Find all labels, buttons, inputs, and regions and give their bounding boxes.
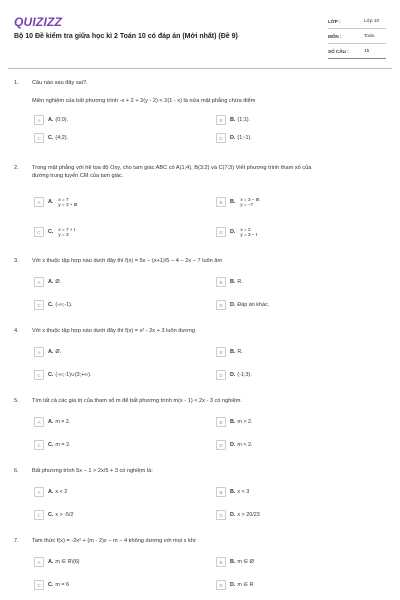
answer-option-d[interactable] (216, 509, 260, 521)
answer-option-b[interactable] (216, 486, 249, 498)
option-checkbox[interactable]: C (34, 510, 44, 520)
option-checkbox[interactable]: C (34, 133, 44, 143)
option-checkbox[interactable]: B (216, 487, 226, 497)
option-text: m ∈ R\{6} (55, 559, 80, 565)
option-checkbox[interactable]: B (216, 197, 226, 207)
answer-option-c[interactable] (34, 579, 69, 591)
answer-option-d[interactable] (216, 369, 252, 381)
option-checkbox[interactable]: D (216, 133, 226, 143)
meta-table (328, 14, 386, 59)
option-text: (-1;3). (237, 372, 252, 378)
meta-label: LỚP : (328, 18, 341, 24)
option-letter: A. (48, 117, 54, 123)
answer-option-c[interactable] (34, 509, 74, 521)
answer-option-d[interactable] (216, 439, 253, 451)
worksheet-header (14, 10, 386, 56)
option-letter: B. (230, 279, 236, 285)
answer-option-d[interactable] (216, 299, 269, 311)
question-text: đường trung tuyến CM của tam giác. (32, 173, 124, 179)
answer-option-b[interactable] (216, 556, 254, 568)
option-letter: A. (48, 349, 54, 355)
option-checkbox[interactable]: A (34, 115, 44, 125)
answer-option-a[interactable] (34, 276, 61, 288)
question-text: Với x thuộc tập hợp nào dưới đây thì f(x) = x² - 2x + 3 luôn dương (32, 328, 196, 334)
answer-option-c[interactable] (34, 439, 71, 451)
question-number: 6. (14, 468, 19, 474)
answer-option-d[interactable] (216, 579, 253, 591)
answer-option-c[interactable] (34, 132, 68, 144)
question-text: Bất phương trình 5x − 1 > 2x/5 + 3 có nghiệm là: (32, 468, 153, 474)
option-checkbox[interactable]: D (216, 440, 226, 450)
answer-option-b[interactable] (216, 416, 253, 428)
option-checkbox[interactable]: B (216, 557, 226, 567)
option-checkbox[interactable]: A (34, 347, 44, 357)
answer-option-b[interactable] (216, 114, 250, 126)
option-letter: B. (230, 559, 236, 565)
option-text: (4;2). (55, 135, 68, 141)
option-text: Ø. (55, 279, 62, 285)
option-checkbox[interactable]: A (34, 197, 44, 207)
option-checkbox[interactable]: D (216, 370, 226, 380)
answer-option-a[interactable] (34, 196, 78, 208)
option-text: R. (237, 279, 243, 285)
option-letter: D. (230, 372, 236, 378)
option-text: x > 20/23 (237, 512, 260, 518)
option-checkbox[interactable]: D (216, 510, 226, 520)
answer-option-a[interactable] (34, 346, 61, 358)
answer-option-b[interactable] (216, 346, 243, 358)
question-number: 5. (14, 398, 19, 404)
option-text: (-∞;-1)∪(3;+∞). (55, 372, 92, 378)
answer-option-a[interactable] (34, 556, 80, 568)
question-number: 7. (14, 538, 19, 544)
option-text: R. (237, 349, 243, 355)
answer-option-c[interactable] (34, 226, 75, 238)
question-text: Tam thức f(x) = -2x² + (m - 2)x − m − 4 không dương với mọi x khi: (32, 538, 197, 544)
option-checkbox[interactable]: B (216, 277, 226, 287)
option-checkbox[interactable]: C (34, 580, 44, 590)
answer-option-a[interactable] (34, 486, 67, 498)
option-letter: C. (48, 372, 54, 378)
answer-option-b[interactable] (216, 196, 260, 208)
equation-system (240, 227, 257, 238)
option-checkbox[interactable]: D (216, 227, 226, 237)
option-letter: B. (230, 419, 236, 425)
equation-system (58, 227, 75, 238)
answer-option-a[interactable] (34, 416, 70, 428)
option-text: x > -5/2 (55, 512, 74, 518)
meta-row-class (328, 14, 386, 29)
equation-line: x = 3 − 5t (240, 196, 260, 202)
question-text: Miền nghiệm của bất phương trình -x + 2 + 2(y - 2) < 2(1 - x) là nửa mặt phẳng chứa điểm (32, 98, 256, 104)
option-letter: B. (230, 199, 236, 205)
option-checkbox[interactable]: A (34, 277, 44, 287)
option-text: x < 3 (237, 489, 250, 495)
option-checkbox[interactable]: C (34, 440, 44, 450)
question-number: 4. (14, 328, 19, 334)
option-letter: A. (48, 559, 54, 565)
meta-value: Toán (364, 33, 375, 39)
option-letter: D. (230, 302, 236, 308)
meta-value: 15 (364, 48, 370, 54)
answer-option-b[interactable] (216, 276, 243, 288)
option-text: Đáp án khác. (237, 302, 270, 308)
answer-option-d[interactable] (216, 132, 252, 144)
option-checkbox[interactable]: D (216, 580, 226, 590)
answer-option-a[interactable] (34, 114, 68, 126)
option-text: (-∞;-1). (55, 302, 73, 308)
option-text: m < 2. (237, 442, 253, 448)
option-letter: C. (48, 512, 54, 518)
option-checkbox[interactable]: C (34, 370, 44, 380)
answer-option-d[interactable] (216, 226, 257, 238)
question-text: Câu nào sau đây sai?. (32, 80, 88, 86)
document-title: Bộ 10 Đề kiểm tra giữa học kì 2 Toán 10 có đáp án (Mới nhất) (Đề 9) (14, 33, 238, 40)
option-letter: C. (48, 582, 54, 588)
option-letter: D. (230, 582, 236, 588)
equation-line: x = 2 (240, 226, 251, 232)
option-letter: D. (230, 442, 236, 448)
option-letter: D. (230, 229, 236, 235)
meta-row-subject (328, 29, 386, 44)
meta-value: Lớp 10 (364, 18, 380, 24)
equation-system (58, 197, 77, 208)
equation-line: y = 3 + 5t (58, 202, 78, 207)
option-letter: C. (48, 135, 54, 141)
header-divider (8, 68, 392, 69)
question-number: 2. (14, 165, 19, 171)
equation-line: x = 7 + t (58, 226, 76, 232)
equation-line: y = 3 − t (240, 232, 258, 237)
option-text: m ∈ Ø (237, 559, 254, 565)
question-number: 3. (14, 258, 19, 264)
answer-option-c[interactable] (34, 369, 91, 381)
option-letter: D. (230, 512, 236, 518)
option-text: x < 2 (55, 489, 68, 495)
option-text: (1;-1). (237, 135, 252, 141)
option-letter: B. (230, 349, 236, 355)
question-text: Tìm tất cả các giá trị của tham số m để bất phương trình m(x - 1) < 2x - 3 có nghiệm. (32, 398, 242, 404)
option-checkbox[interactable]: C (34, 300, 44, 310)
option-text: m ∈ R (237, 582, 254, 588)
option-checkbox[interactable]: B (216, 417, 226, 427)
option-letter: C. (48, 442, 54, 448)
option-checkbox[interactable]: A (34, 557, 44, 567)
option-letter: A. (48, 489, 54, 495)
meta-row-count (328, 44, 386, 59)
option-text: Ø. (55, 349, 62, 355)
option-checkbox[interactable]: D (216, 300, 226, 310)
question-number: 1. (14, 80, 19, 86)
option-text: m > 2. (237, 419, 253, 425)
option-letter: A. (48, 199, 54, 205)
meta-label: SỐ CÂU : (328, 48, 349, 54)
option-checkbox[interactable]: A (34, 417, 44, 427)
option-text: (0;0). (55, 117, 68, 123)
option-letter: A. (48, 419, 54, 425)
option-letter: B. (230, 117, 236, 123)
option-text: m ≠ 2. (55, 419, 71, 425)
question-text: Với x thuộc tập hợp nào dưới đây thì f(x) = 5x − (x+1)/5 − 4 − 2x − 7 luôn âm (32, 258, 223, 264)
option-letter: B. (230, 489, 236, 495)
meta-label: MÔN : (328, 33, 342, 39)
quizizz-logo: QUIZIZZ (14, 15, 63, 29)
answer-option-c[interactable] (34, 299, 72, 311)
option-text: (1;1). (237, 117, 250, 123)
question-text: Trong mặt phẳng với hệ tọa độ Oxy, cho tam giác ABC có A(1;4), B(3;2) và C(7;3) Viết phương trình tham số của (32, 165, 312, 171)
option-checkbox[interactable]: B (216, 347, 226, 357)
option-letter: C. (48, 229, 54, 235)
option-letter: C. (48, 302, 54, 308)
option-letter: A. (48, 279, 54, 285)
option-checkbox[interactable]: A (34, 487, 44, 497)
equation-line: y = 3 (58, 232, 69, 237)
equation-system (240, 197, 259, 208)
option-checkbox[interactable]: B (216, 115, 226, 125)
option-checkbox[interactable]: C (34, 227, 44, 237)
option-letter: D. (230, 135, 236, 141)
option-text: m = 2. (55, 442, 71, 448)
equation-line: x = 7 (58, 196, 69, 202)
option-text: m = 6 (55, 582, 70, 588)
equation-line: y = −7 (240, 202, 254, 207)
